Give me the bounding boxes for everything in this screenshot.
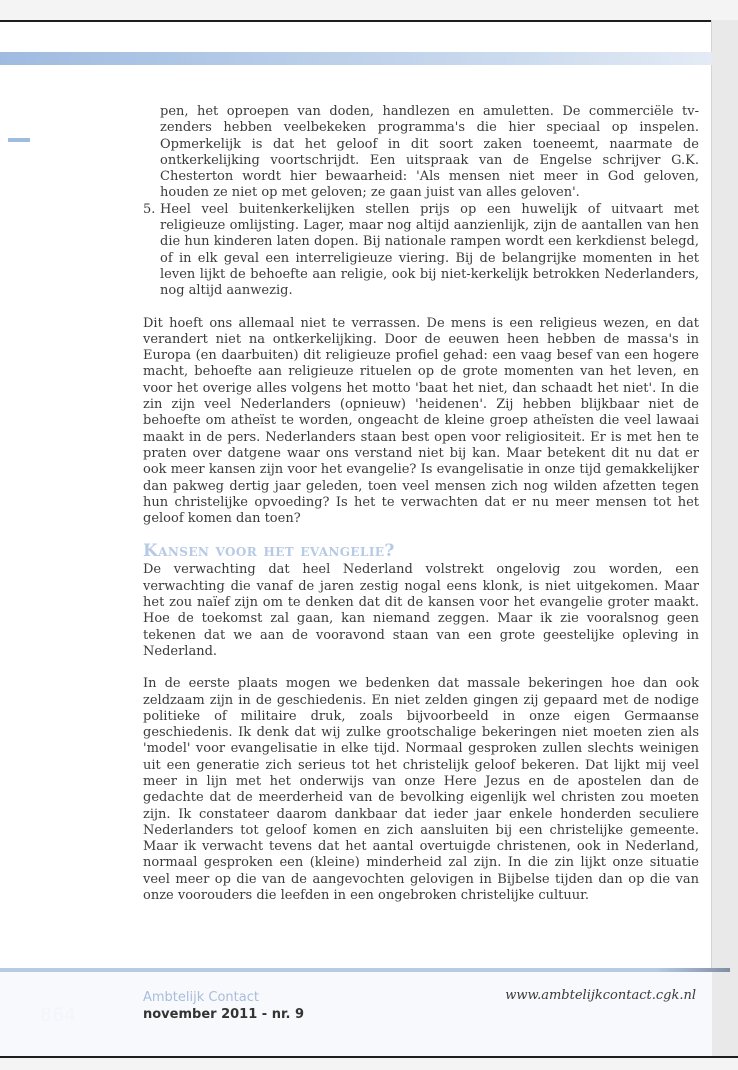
section-heading: Kansen voor het evangelie? bbox=[143, 541, 395, 562]
side-marker bbox=[8, 138, 30, 142]
list-item-4-continuation: pen, het oproepen van doden, handlezen en amuletten. De commerciële tv-zenders hebben veelbekeken programma's die hier speciaal op inspelen. Opmerkelijk is dat het geloof in dit soort zaken toeneemt, naarmate de ontkerkelijking voortschrijdt. Een uitspraak van de Engelse schrijver G.K. Chesterton wordt hier bewaarheid: 'Als mensen niet meer in God geloven, houden ze niet op met geloven; ze gaan juist van alles geloven'. bbox=[160, 104, 699, 201]
issue-label: november 2011 - nr. 9 bbox=[143, 1007, 305, 1022]
page-number: 864 bbox=[40, 1004, 77, 1026]
paragraph: De verwachting dat heel Nederland volstrekt ongelovig zou worden, een verwachting die vanaf de jaren zestig nogal eens klonk, is niet uitgekomen. Maar het zou naïef zijn om te denken dat dit de kansen voor het evangelie groter maakt. Hoe de toekomst zal gaan, kan niemand zeggen. Maar ik zie vooralsnog geen tekenen dat we aan de vooravond staan van een grote geestelijke opleving in Nederland. bbox=[143, 562, 699, 659]
website-url: www.ambtelijkcontact.cgk.nl bbox=[505, 988, 696, 1003]
list-item-text: Heel veel buitenkerkelijken stellen prijs op een huwelijk of uitvaart met religieuze omlijsting. Lager, maar nog altijd aanzienlijk, zijn de aantallen van hen die hun kinderen laten dopen. Bij nationale rampen wordt een kerkdienst belegd, of in elk geval een interreligieuze viering. Bij de belangrijke momenten in het leven lijkt de behoefte aan religie, ook bij niet-kerkelijk betrokken Nederlanders, nog altijd aanwezig. bbox=[160, 201, 699, 299]
article-body bbox=[143, 104, 699, 904]
header-band bbox=[0, 52, 712, 65]
top-border bbox=[0, 0, 738, 22]
page-edge bbox=[711, 20, 738, 1060]
footer-band bbox=[0, 972, 712, 1056]
list-item-5 bbox=[143, 202, 699, 300]
paragraph: Dit hoeft ons allemaal niet te verrassen. De mens is een religieus wezen, en dat verandert niet na ontkerkelijking. Door de eeuwen heen hebben de massa's in Europa (en daarbuiten) dit religieuze profiel gehad: een vaag besef van een hogere macht, behoefte aan religieuze rituelen op de grote momenten van het leven, en voor het overige alles volgens het motto 'baat het niet, dan schaadt het niet'. In die zin zijn veel Nederlanders (opnieuw) 'heidenen'. Zij hebben blijkbaar niet de behoefte om atheïst te worden, ongeacht de kleine groep atheïsten die veel lawaai maakt in de pers. Nederlanders staan best open voor religiositeit. Er is met hen te praten over datgene waar ons verstand niet bij kan. Maar betekent dit nu dat er ook meer kansen zijn voor het evangelie? Is evangelisatie in onze tijd gemakkelijker dan pakweg dertig jaar geleden, toen veel mensen zich nog wilden afzetten tegen hun christelijke opvoeding? Is het te verwachten dat er nu meer mensen tot het geloof komen dan toen? bbox=[143, 315, 699, 527]
list-number: 5. bbox=[143, 201, 156, 217]
paragraph: In de eerste plaats mogen we bedenken dat massale bekeringen hoe dan ook zeldzaam zijn in de geschiedenis. En niet zelden gingen zij gepaard met de nodige politieke of militaire druk, zoals bijvoorbeeld in onze eigen Germaanse geschiedenis. Ik denk dat wij zulke grootschalige bekeringen niet moeten zien als 'model' voor evangelisatie in elke tijd. Normaal gesproken zullen slechts weinigen uit een generatie zich serieus tot het christelijk geloof bekeren. Dat lijkt mij veel meer in lijn met het onderwijs van onze Here Jezus en de apostelen dan de gedachte dat de meerderheid van de bevolking eigenlijk wel christen zou moeten zijn. Ik constateer daarom dankbaar dat ieder jaar enkele honderden seculiere Nederlanders tot geloof komen en zich aansluiten bij een christelijke gemeente. Maar ik verwacht tevens dat het aantal overtuigde christenen, ook in Nederland, normaal gesproken een (kleine) minderheid zal zijn. In die zin lijkt onze situatie veel meer op die van de aangevochten gelovigen in Bijbelse tijden dan op die van onze voorouders die leefden in een ongebroken christelijke cultuur. bbox=[143, 676, 699, 904]
magazine-title: Ambtelijk Contact bbox=[143, 990, 259, 1005]
